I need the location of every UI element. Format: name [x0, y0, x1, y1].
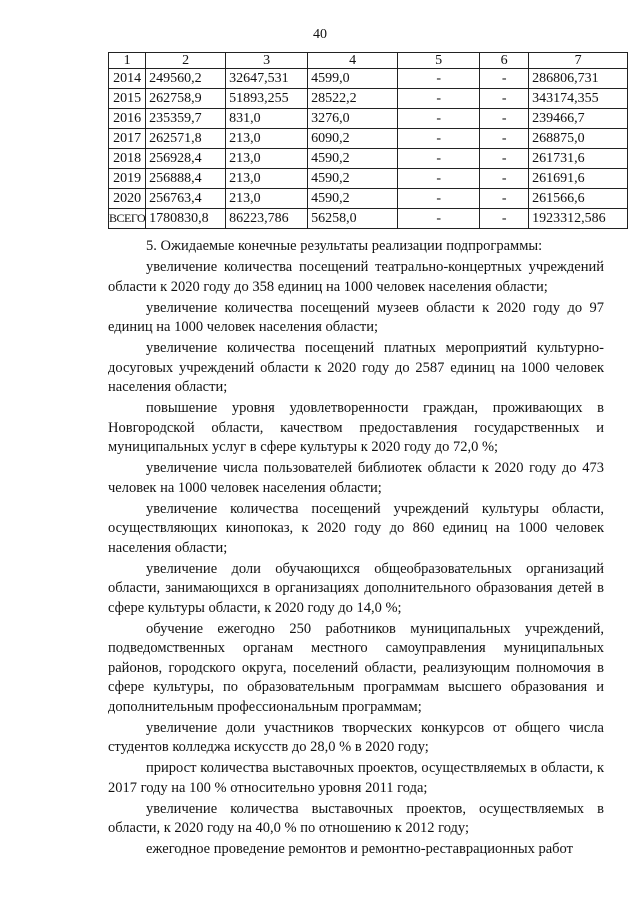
table-cell: - [480, 89, 529, 109]
table-cell: 1780830,8 [146, 209, 226, 229]
table-cell: 343174,355 [529, 89, 628, 109]
header-cell: 2 [146, 53, 226, 69]
table-cell: 256888,4 [146, 169, 226, 189]
table-row [109, 189, 628, 209]
table-cell: 2016 [109, 109, 146, 129]
table-row [109, 129, 628, 149]
table-cell: 32647,531 [226, 69, 308, 89]
table-cell: 235359,7 [146, 109, 226, 129]
table-cell: 4590,2 [308, 169, 398, 189]
section-heading: 5. Ожидаемые конечные результаты реализации подпрограммы: [146, 238, 543, 254]
table-cell: - [398, 169, 480, 189]
paragraph: прирост количества выставочных проектов, осуществляемых в области, к 2017 году на 100 % относительно уровня 2011 года; [108, 760, 604, 796]
table-cell: 28522,2 [308, 89, 398, 109]
table-cell: - [480, 189, 529, 209]
paragraph: ежегодное проведение ремонтов и ремонтно-реставрационных работ [146, 841, 573, 857]
header-cell: 7 [529, 53, 628, 69]
table-row [109, 169, 628, 189]
table-cell: 831,0 [226, 109, 308, 129]
paragraph: увеличение числа пользователей библиотек области к 2020 году до 473 человек на 1000 человек населения области; [108, 460, 604, 496]
financing-table [108, 52, 628, 229]
paragraph: увеличение количества посещений театрально-концертных учреждений области к 2020 году до 358 единиц на 1000 человек населения области; [108, 259, 604, 295]
document-body [108, 237, 604, 861]
table-cell: 4590,2 [308, 189, 398, 209]
header-cell: 3 [226, 53, 308, 69]
table-row [109, 149, 628, 169]
table-cell: 239466,7 [529, 109, 628, 129]
table-cell: 2020 [109, 189, 146, 209]
table-cell: 213,0 [226, 169, 308, 189]
table-cell: - [398, 69, 480, 89]
paragraph: увеличение количества посещений учреждений культуры области, осуществляющих кинопоказ, к 2020 году до 860 единиц на 1000 человек населения области; [108, 500, 604, 556]
table-header-row [109, 53, 628, 69]
table-cell: 4599,0 [308, 69, 398, 89]
table-cell: - [398, 129, 480, 149]
table-cell: 56258,0 [308, 209, 398, 229]
header-cell: 5 [398, 53, 480, 69]
table-cell: 261731,6 [529, 149, 628, 169]
table-cell: - [398, 149, 480, 169]
table-cell: 2014 [109, 69, 146, 89]
table-cell: 2019 [109, 169, 146, 189]
table-row [109, 109, 628, 129]
table-cell: - [398, 189, 480, 209]
table-cell: 2015 [109, 89, 146, 109]
table-cell: 4590,2 [308, 149, 398, 169]
table-cell: 3276,0 [308, 109, 398, 129]
table-cell: 213,0 [226, 129, 308, 149]
table-cell: 2017 [109, 129, 146, 149]
paragraph: повышение уровня удовлетворенности граждан, проживающих в Новгородской области, качеством предоставления государственных и муниципальных услуг в сфере культуры к 2020 году до 72,0 %; [108, 400, 604, 455]
table-row [109, 89, 628, 109]
table-cell: - [480, 169, 529, 189]
table-cell: 256763,4 [146, 189, 226, 209]
paragraph: увеличение количества посещений музеев области к 2020 году до 97 единиц на 1000 человек населения области; [108, 299, 604, 335]
paragraph: обучение ежегодно 250 работников муниципальных учреждений, подведомственных органам местного самоуправления муниципальных районов, городского округа, поселений области, реализующим полномочия в сфере культуры, по образовательным программам высшего образования и дополнительным профессиональным программам; [108, 620, 604, 715]
table-cell: 261566,6 [529, 189, 628, 209]
table-total-row [109, 209, 628, 229]
table-cell: - [480, 69, 529, 89]
table-cell: 86223,786 [226, 209, 308, 229]
table-cell: 286806,731 [529, 69, 628, 89]
table-cell: 262758,9 [146, 89, 226, 109]
table-cell: 262571,8 [146, 129, 226, 149]
table-cell: 2018 [109, 149, 146, 169]
table-cell: - [480, 149, 529, 169]
table-cell: - [398, 209, 480, 229]
table-cell: 261691,6 [529, 169, 628, 189]
table-cell: - [480, 209, 529, 229]
table-cell: - [480, 129, 529, 149]
table-cell: - [398, 109, 480, 129]
header-cell: 6 [480, 53, 529, 69]
table-cell: 213,0 [226, 189, 308, 209]
table-row [109, 69, 628, 89]
table-cell: 51893,255 [226, 89, 308, 109]
table-cell: 6090,2 [308, 129, 398, 149]
table-cell: 1923312,586 [529, 209, 628, 229]
paragraph: увеличение количества выставочных проектов, осуществляемых в области, к 2020 году на 40,0 % по отношению к 2012 году; [108, 800, 604, 836]
header-cell: 1 [109, 53, 146, 69]
table-cell: - [480, 109, 529, 129]
table-cell: 256928,4 [146, 149, 226, 169]
table-cell: - [398, 89, 480, 109]
page-number: 40 [313, 27, 327, 42]
table-cell: 249560,2 [146, 69, 226, 89]
table-cell: ВСЕГО [109, 209, 146, 229]
table-cell: 213,0 [226, 149, 308, 169]
paragraph: увеличение доли участников творческих конкурсов от общего числа студентов колледжа искусств до 28,0 % в 2020 году; [108, 719, 604, 755]
table-cell: 268875,0 [529, 129, 628, 149]
paragraph: увеличение количества посещений платных мероприятий культурно-досуговых учреждений области к 2020 году до 2587 единиц на 1000 человек населения области; [108, 340, 604, 395]
header-cell: 4 [308, 53, 398, 69]
paragraph: увеличение доли обучающихся общеобразовательных организаций области, занимающихся в организациях дополнительного образования детей в сфере культуры области, к 2020 году до 14,0 %; [108, 560, 604, 616]
